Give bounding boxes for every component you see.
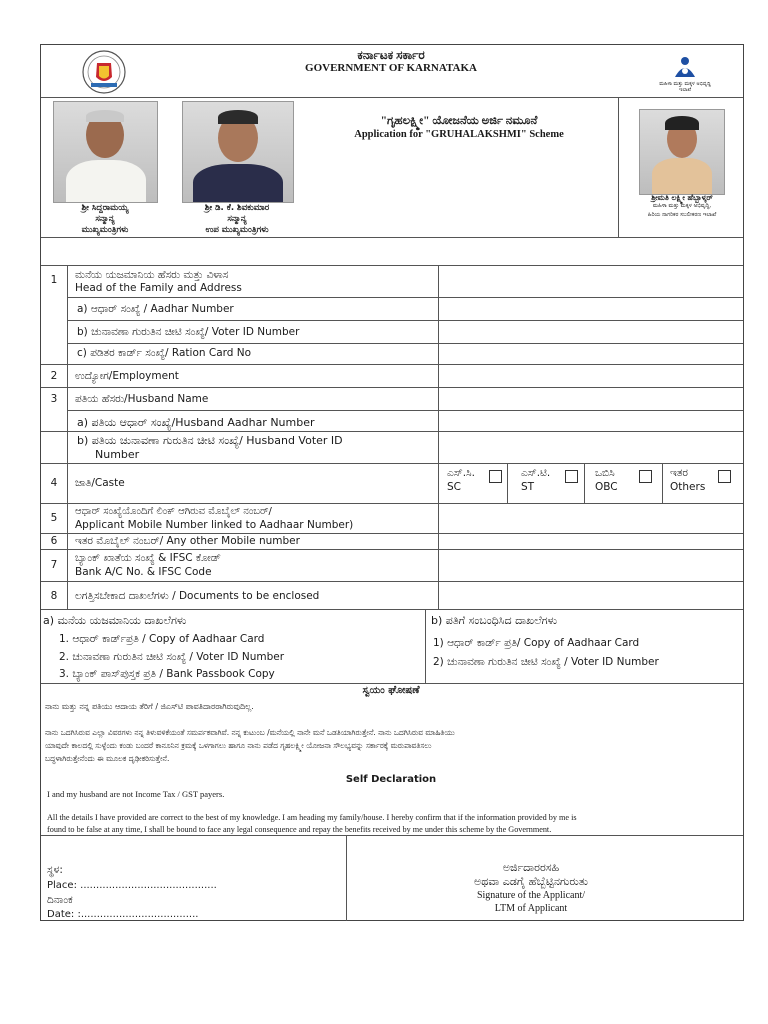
date-label-kn: ದಿನಾಂಕ	[47, 894, 73, 906]
divider	[425, 609, 426, 683]
mobile-linked-field[interactable]	[439, 504, 743, 533]
self-declaration-title: Self Declaration	[345, 774, 437, 785]
karnataka-emblem-icon	[79, 49, 129, 95]
husband-aadhar-label: a) ಪತಿಯ ಆಧಾರ್ ಸಂಖ್ಯೆ/Husband Aadhar Number	[77, 416, 315, 429]
husband-voter-id-field[interactable]	[439, 432, 743, 463]
cm-designation: ಮುಖ್ಯಮಂತ್ರಿಗಳು	[81, 225, 129, 235]
cm-role: ಸನ್ಮಾನ್ಯ	[95, 214, 115, 224]
husband-doc-item: 2) ಚುನಾವಣಾ ಗುರುತಿನ ಚೀಟಿ ಸಂಖ್ಯೆ / Voter ID Number	[433, 656, 659, 668]
husband-doc-item: 1) ಆಧಾರ್ ಕಾರ್ಡ್ ಪ್ರತಿ/ Copy of Aadhaar Card	[433, 637, 640, 649]
caste-st-kn: ಎಸ್.ಟಿ.	[521, 467, 551, 479]
wcd-minister-designation: ಹಿರಿಯ ನಾಗರಿಕರ ಸಬಲೀಕರಣ ಇಲಾಖೆ	[647, 212, 717, 218]
caste-option-sc[interactable]	[445, 465, 507, 501]
bank-account-label-en: Bank A/C No. & IFSC Code	[75, 566, 212, 578]
declaration-para-kn: ಯಾವುದೇ ಕಾಲದಲ್ಲಿ ಸುಳ್ಳೆಂದು ಕಂಡು ಬಂದರೆ ಕಾನೂನಿನ ಕ್ರಮಕ್ಕೆ ಒಳಗಾಗಲು ಹಾಗೂ ನಾನು ಪಡೆದ ಗೃಹಲಕ್ಷ್ಮೀ ಯೋಜನಾ ಸೌಲಭ್ಯವನ್ನು ಸರ್ಕಾರಕ್ಕೆ ಮರುಪಾವತಿಸಲು	[45, 741, 432, 750]
caste-obc-kn: ಒಬಿಸಿ	[595, 467, 615, 479]
head-of-family-field[interactable]	[439, 266, 743, 297]
declaration-title-kannada: ಸ್ವಯಂ ಘೋಷಣೆ	[362, 685, 420, 696]
other-mobile-field[interactable]	[439, 534, 743, 549]
photo-minister-wcd	[639, 109, 725, 195]
voter-id-label: b) ಚುನಾವಣಾ ಗುರುತಿನ ಚೀಟಿ ಸಂಖ್ಯೆ/ Voter ID Number	[77, 326, 300, 338]
bank-account-field[interactable]	[439, 550, 743, 581]
declaration-para-en: All the details I have provided are correct to the best of my knowledge. I am heading my family/house. I hereby confirm that if the information provided by me is	[47, 813, 577, 822]
ration-card-label: c) ಪಡಿತರ ಕಾರ್ಡ್ ಸಂಖ್ಯೆ/ Ration Card No	[77, 347, 252, 359]
title-english: GOVERNMENT OF KARNATAKA	[305, 62, 477, 74]
husband-name-field[interactable]	[439, 388, 743, 410]
photo-deputy-chief-minister	[182, 101, 294, 203]
head-of-family-label-kn: ಮನೆಯ ಯಜಮಾನಿಯ ಹೆಸರು ಮತ್ತು ವಿಳಾಸ	[75, 269, 229, 281]
divider	[584, 463, 585, 503]
divider	[346, 835, 347, 921]
row-number: 8	[50, 590, 58, 602]
husband-voter-id-label-cont: Number	[95, 448, 140, 461]
divider	[41, 581, 743, 582]
row-number: 1	[50, 274, 58, 286]
applicant-documents-title: a) ಮನೆಯ ಯಜಮಾನಿಯ ದಾಖಲೆಗಳು	[43, 614, 187, 627]
caste-obc-checkbox[interactable]	[639, 470, 652, 483]
caste-st-en: ST	[521, 481, 535, 493]
declaration-para-kn: ಬದ್ಧಳಾಗಿರುತ್ತೇನೆಂದು ಈ ಮೂಲಕ ದೃಢೀಕರಿಸುತ್ತೇನೆ.	[45, 754, 170, 763]
signature-label-kn: ಅರ್ಜಿದಾರರಸಹಿ	[502, 861, 560, 874]
scheme-title-kannada: "ಗೃಹಲಕ್ಷ್ಮೀ" ಯೋಜನೆಯ ಅರ್ಜಿ ನಮೂನೆ	[380, 115, 538, 127]
caste-option-obc[interactable]	[593, 465, 661, 501]
caste-others-kn: ಇತರ	[670, 467, 688, 479]
divider	[67, 265, 68, 609]
signature-block[interactable]	[401, 861, 661, 915]
wcd-minister-role: ಮಹಿಳಾ ಮತ್ತು ಮಕ್ಕಳ ಅಭಿವೃದ್ಧಿ,	[652, 203, 712, 209]
date-field[interactable]: Date: :.....................................	[47, 909, 199, 920]
husband-documents-title: b) ಪತಿಗೆ ಸಂಬಂಧಿಸಿದ ದಾಖಲೆಗಳು	[431, 614, 558, 627]
ration-card-field[interactable]	[439, 344, 743, 364]
divider	[41, 97, 743, 98]
scheme-title-english: Application for "GRUHALAKSHMI" Scheme	[354, 129, 564, 140]
declaration-para-kn: ನಾನು ಒದಗಿಸಿರುವ ಎಲ್ಲಾ ವಿವರಗಳು ನನ್ನ ತಿಳುವಳಿಕೆಯಂತೆ ಸಮರ್ಪಕವಾಗಿವೆ. ನನ್ನ ಕುಟುಂಬ /ಮನೆಯಲ್ಲಿ ನಾನೇ ಮನೆ ಒಡತಿಯಾಗಿರುತ್ತೇನೆ. ನಾನು ಒದಗಿಸಿರುವ ಮಾಹಿತಿಯು	[45, 728, 455, 737]
applicant-doc-item: 2. ಚುನಾವಣಾ ಗುರುತಿನ ಚೀಟಿ ಸಂಖ್ಯೆ / Voter ID Number	[59, 651, 285, 663]
row-number: 2	[50, 370, 58, 382]
husband-name-label: ಪತಿಯ ಹೆಸರು/Husband Name	[75, 393, 209, 405]
caste-option-others[interactable]	[668, 465, 740, 501]
title-kannada: ಕರ್ನಾಟಕ ಸರ್ಕಾರ	[357, 48, 425, 62]
husband-voter-id-label: b) ಪತಿಯ ಚುನಾವಣಾ ಗುರುತಿನ ಚೀಟಿ ಸಂಖ್ಯೆ/ Husband Voter ID	[77, 434, 343, 447]
divider	[41, 609, 743, 610]
caste-option-st[interactable]	[519, 465, 583, 501]
divider	[507, 463, 508, 503]
head-of-family-label-en: Head of the Family and Address	[75, 282, 242, 294]
ltm-label-en: LTM of Applicant	[494, 903, 568, 914]
wcd-minister-name: ಶ್ರೀಮತಿ ಲಕ್ಷ್ಮೀ ಹೆಬ್ಬಾಳ್ಕರ್	[651, 193, 713, 202]
row-number: 7	[50, 559, 58, 571]
row-number: 3	[50, 393, 58, 405]
caste-sc-checkbox[interactable]	[489, 470, 502, 483]
row-number: 5	[50, 512, 58, 524]
dcm-role: ಸನ್ಮಾನ್ಯ	[227, 214, 247, 224]
divider	[41, 463, 743, 464]
divider	[41, 683, 743, 684]
declaration-line-kn: ನಾನು ಮತ್ತು ನನ್ನ ಪತಿಯು ಆದಾಯ ತೆರಿಗೆ / ಜಿಎಸ್‌ಟಿ ಪಾವತಿದಾರರಾಗಿರುವುದಿಲ್ಲ.	[45, 702, 254, 711]
application-form	[40, 44, 744, 921]
voter-id-field[interactable]	[439, 321, 743, 343]
divider	[662, 463, 663, 503]
employment-label: ಉದ್ಯೋಗ/Employment	[75, 370, 179, 382]
aadhar-number-label: a) ಆಧಾರ್ ಸಂಖ್ಯೆ / Aadhar Number	[77, 303, 234, 315]
caste-sc-kn: ಎಸ್.ಸಿ.	[447, 467, 475, 479]
aadhar-number-field[interactable]	[439, 298, 743, 320]
signature-label-en: Signature of the Applicant/	[476, 890, 586, 901]
dcm-designation: ಉಪ ಮುಖ್ಯಮಂತ್ರಿಗಳು	[205, 225, 269, 235]
other-mobile-label: ಇತರ ಮೊಬೈಲ್ ನಂಬರ್/ Any other Mobile number	[75, 535, 300, 547]
applicant-doc-item: 1. ಆಧಾರ್ ಕಾರ್ಡ್‌ಪ್ರತಿ / Copy of Aadhaar Card	[59, 633, 265, 645]
photo-caption-dcm	[179, 203, 295, 236]
place-field[interactable]: Place: ...........................................	[47, 880, 217, 891]
place-label-kn: ಸ್ಥಳ:	[47, 864, 63, 876]
divider	[41, 237, 743, 238]
caste-st-checkbox[interactable]	[565, 470, 578, 483]
mobile-linked-label-kn: ಆಧಾರ್ ಸಂಖ್ಯೆಯೊಂದಿಗೆ ಲಿಂಕ್ ಆಗಿರುವ ಮೊಬೈಲ್ ನಂಬರ್/	[75, 506, 272, 517]
photo-chief-minister	[53, 101, 158, 203]
mobile-linked-label-en: Applicant Mobile Number linked to Aadhaar Number)	[75, 519, 354, 531]
photo-caption-wcd-minister	[629, 193, 735, 220]
declaration-para-en: found to be false at any time, I shall be bound to face any legal consequence and repay the benefits received by me under this scheme by the Government.	[47, 825, 552, 834]
employment-field[interactable]	[439, 365, 743, 387]
ltm-label-kn: ಅಥವಾ ಎಡಗೈ ಹೆಬ್ಬೆಟ್ಟಿನಗುರುತು	[473, 875, 589, 888]
declaration-line-en: I and my husband are not Income Tax / GST payers.	[47, 789, 225, 799]
documents-label: ಲಗತ್ತಿಸಬೇಕಾದ ದಾಖಲೆಗಳು / Documents to be enclosed	[75, 590, 320, 602]
bank-account-label-kn: ಬ್ಯಾಂಕ್ ಖಾತೆಯ ಸಂಖ್ಯೆ & IFSC ಕೋಡ್	[75, 552, 221, 564]
dcm-name: ಶ್ರೀ ಡಿ. ಕೆ. ಶಿವಕುಮಾರ	[204, 203, 270, 213]
cm-name: ಶ್ರೀ ಸಿದ್ದರಾಮಯ್ಯ	[81, 203, 129, 213]
caste-sc-en: SC	[447, 481, 461, 493]
caste-others-checkbox[interactable]	[718, 470, 731, 483]
caste-others-en: Others	[670, 481, 706, 493]
photo-caption-cm	[49, 203, 161, 236]
caste-obc-en: OBC	[595, 481, 618, 493]
row-number: 4	[50, 477, 58, 489]
applicant-doc-item: 3. ಬ್ಯಾಂಕ್ ಪಾಸ್‌ಪುಸ್ತಕ ಪ್ರತಿ / Bank Passbook Copy	[59, 668, 275, 680]
row-number: 6	[50, 535, 58, 547]
husband-aadhar-field[interactable]	[439, 411, 743, 431]
divider	[618, 97, 619, 237]
caste-label: ಜಾತಿ/Caste	[75, 477, 125, 489]
wcd-logo-caption: ಮಹಿಳಾ ಮತ್ತು ಮಕ್ಕಳ ಅಭಿವೃದ್ಧಿ ಇಲಾಖೆ	[659, 81, 711, 93]
